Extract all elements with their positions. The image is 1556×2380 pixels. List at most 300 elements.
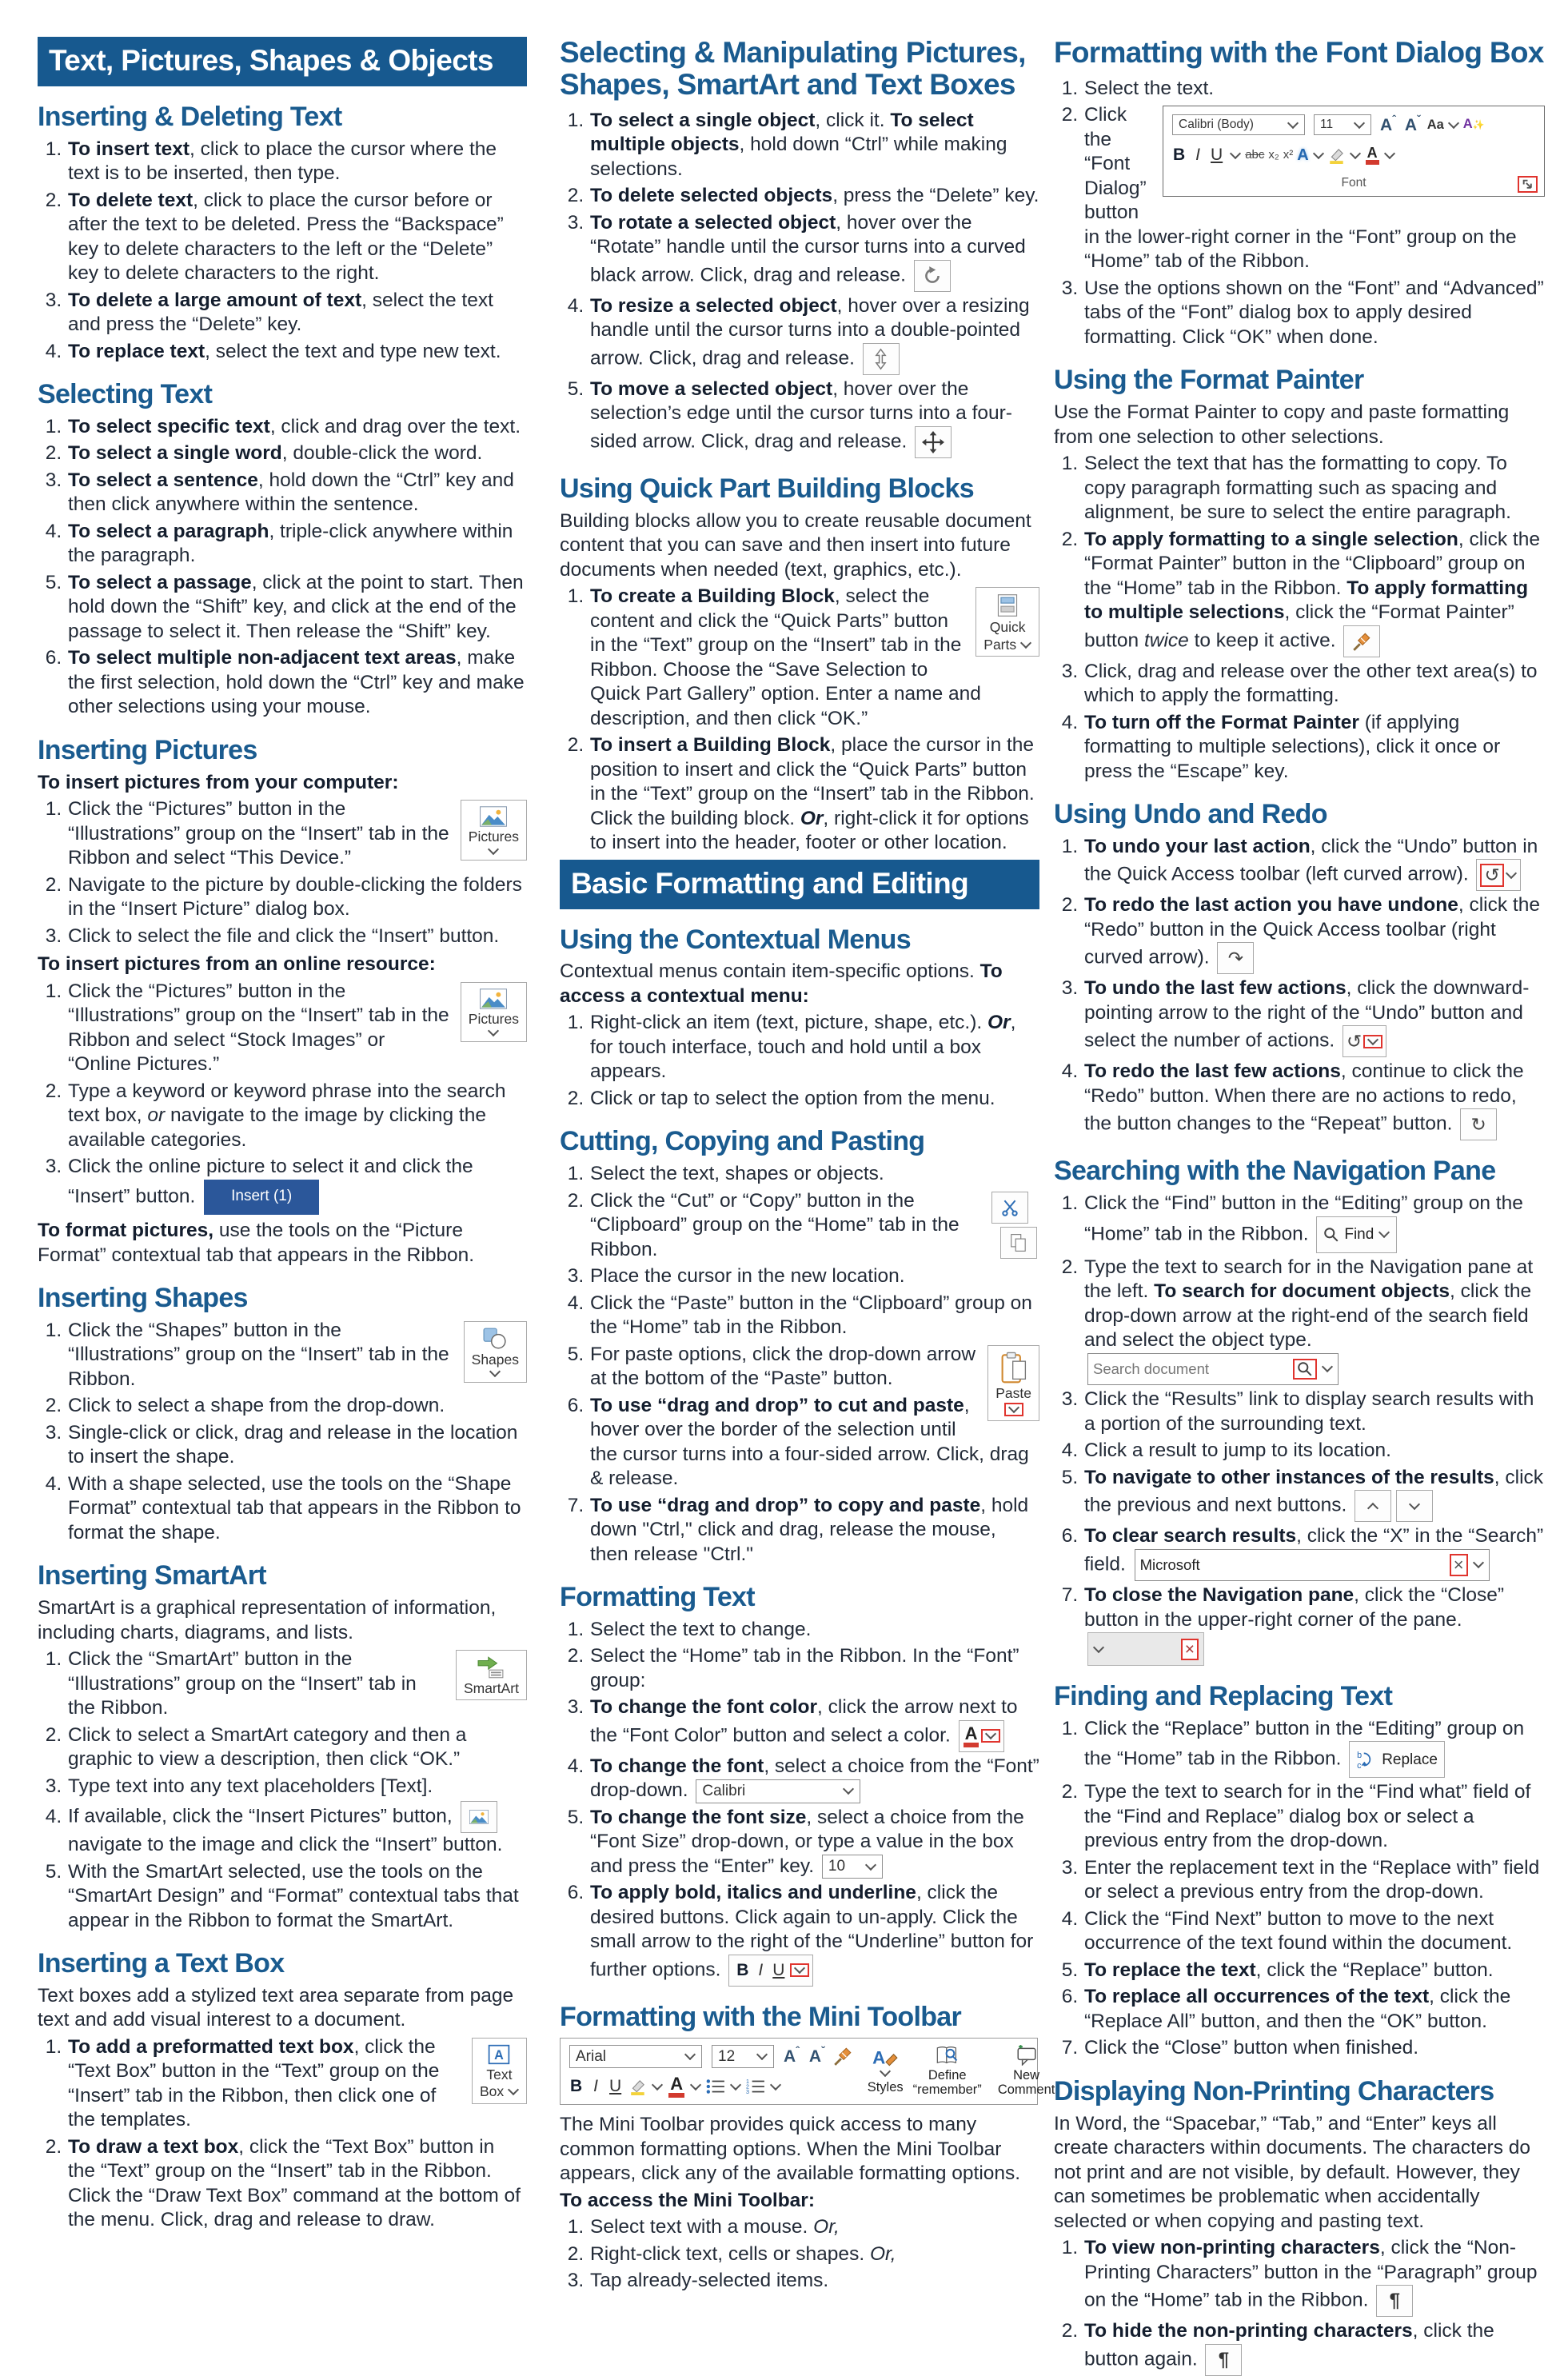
section-heading: Using the Format Painter (1054, 365, 1364, 396)
list-item: 5. To change the font size, select a choice from the “Font Size” drop-down, or type a value in the box and press the “Enter” key. 10 (589, 1806, 1039, 1879)
format-painter-button-icon (1343, 625, 1380, 657)
numbered-list (38, 1319, 527, 1546)
chevron-up-icon (1367, 1503, 1378, 1514)
text-run (752, 2082, 764, 2092)
textbox-glyph-icon (488, 2044, 510, 2065)
text-run: To apply formatting to a single selection (1084, 528, 1458, 550)
text-run: To hide the non-printing characters (1084, 2320, 1413, 2342)
list-item: 3. To delete a large amount of text, select the text and press the “Delete” key. (67, 289, 527, 337)
column-3 (1054, 34, 1545, 2380)
fg-font-size-value: 11 (1320, 118, 1334, 132)
chevron-down-icon (1354, 118, 1365, 129)
chevron-down-icon (690, 2079, 701, 2090)
column-2 (560, 34, 1055, 2298)
fg-underline-icon (1207, 143, 1226, 168)
list-item: 2. To draw a text box, click the “Text Box” button in the “Text” group on the “Insert” tab in the Ribbon. Click the “Draw Text Box” command at the bottom of the menu. Click, drag and release to draw. (67, 2135, 527, 2233)
font-dialog-launcher-icon (1518, 176, 1538, 193)
replace-button-label: Replace (1382, 1751, 1438, 1768)
text-run: U (609, 2077, 622, 2096)
scissors-icon (1001, 1199, 1019, 1216)
numbered-list (560, 1011, 1039, 1111)
chevron-down-icon (1093, 1642, 1104, 1653)
pictures-button-icon (461, 982, 527, 1042)
text-run (930, 449, 937, 453)
list-item: 2. Click to select a shape from the drop-down. (67, 1394, 527, 1419)
list-item: 3. Use the options shown on the “Font” and “Advanced” tabs of the “Font” dialog box to apply desired formatting. Click “OK” when done. (1083, 277, 1545, 350)
numbered-list (1054, 1717, 1545, 2061)
fg-font-size-dropdown (1314, 114, 1371, 135)
text-run (800, 808, 824, 829)
rotate-cursor-icon (914, 260, 951, 292)
list-item: 5. To replace the text, click the “Replace” button. (1083, 1959, 1545, 1983)
highlighted-dropdown (790, 1963, 809, 1977)
text-run: B (736, 1961, 749, 1980)
list-item: 1. Click the “Replace” button in the “Editing” group on the “Home” tab in the Ribbon. b c Replace (1083, 1717, 1545, 1779)
chevron-down-icon (488, 843, 499, 854)
text-run (567, 2045, 853, 2098)
move-arrows-glyph (922, 431, 944, 453)
text-run: To replace the text (1084, 1959, 1256, 1981)
paragraph (38, 771, 527, 796)
numbered-list (560, 585, 1039, 856)
text-run (1330, 161, 1343, 164)
text-run: To insert pictures from an online resource: (38, 953, 436, 976)
text-run: U (1211, 145, 1223, 164)
change-case-icon: Aa (1426, 117, 1444, 132)
copy-button-icon (1000, 1227, 1037, 1259)
list-item: 4. Click a result to jump to its location. (1083, 1439, 1545, 1464)
paragraph: Contextual menus contain item-specific options. To access a contextual menu: (560, 960, 1003, 1007)
cut-copy-buttons-icon (989, 1192, 1039, 1259)
section-heading: Inserting Shapes (38, 1283, 248, 1314)
section-heading: Using Undo and Redo (1054, 799, 1327, 830)
text-run: c (1357, 1761, 1362, 1770)
text-run: Box (480, 2084, 519, 2098)
paragraph (38, 952, 527, 977)
font-color-a-glyph: A (964, 1725, 979, 1747)
dialog-launcher-glyph (1522, 178, 1534, 190)
numbered-list (560, 1618, 1039, 1987)
numbered-list (1054, 1192, 1545, 1666)
list-item: 3. Tap already-selected items. (589, 2269, 1039, 2294)
text-run: I (1195, 145, 1201, 164)
numbered-list (38, 980, 527, 1216)
text-run: To view non-printing characters (1084, 2237, 1380, 2259)
text-run (1004, 1200, 1013, 1211)
chevron-down-icon (1448, 118, 1459, 129)
list-item: 1. To view non-printing characters, click the “Non-Printing Characters” button in the “Paragraph” group on the “Home” tab in the Ribbon. ¶ (1083, 2236, 1545, 2317)
text-run (987, 1012, 1011, 1033)
numbering-icon (746, 2079, 765, 2094)
list-item: 2. Calibri (Body) 11 A ˆ A ˇ Aa A✨ B I U abc x₂ x² A A Font Click the “Font Dialog” button in the lower-right corner in the “Font” group on the “Home” tab of the Ribbon. (1083, 103, 1545, 274)
text-run: To change the font size (590, 1806, 807, 1828)
styles-label: Styles (867, 2080, 904, 2095)
mini-toolbar-graphic (560, 2038, 1055, 2106)
list-item: 1. To undo your last action, click the “Undo” button in the Quick Access toolbar (left curved arrow). ↺ (1083, 835, 1545, 892)
text-run (922, 439, 926, 446)
list-item: 1. Pictures Click the “Pictures” button in the “Illustrations” group on the “Insert” tab in the Ribbon and select “This Device.” (67, 797, 527, 871)
new-comment-label: New Comment (997, 2068, 1055, 2098)
text-run (707, 2085, 710, 2088)
text-run (497, 810, 501, 815)
text-run: Or, (813, 2216, 840, 2238)
text-run: To replace text (68, 340, 205, 362)
list-item: 1. SmartArt Click the “SmartArt” button in the “Illustrations” group on the “Insert” tab in the Ribbon. (67, 1647, 527, 1721)
text-run: To search for document objects (1154, 1280, 1450, 1303)
section-heading: Inserting SmartArt (38, 1560, 266, 1591)
chevron-down-icon (1313, 148, 1324, 159)
search-field-value: Microsoft (1139, 1555, 1200, 1573)
italic-icon (590, 2077, 601, 2096)
text-run (707, 2080, 710, 2094)
section-heading: Finding and Replacing Text (1054, 1681, 1393, 1712)
mt-font-name-value: Arial (576, 2047, 607, 2065)
chevron-down-icon (684, 2049, 696, 2060)
numbered-list (38, 2035, 527, 2233)
text-run (567, 2075, 853, 2098)
text-run: 2 (746, 2083, 750, 2090)
fg-font-color-icon: A (1366, 146, 1379, 165)
insert-button-icon: Insert (1) (204, 1180, 319, 1216)
list-item: 4. To change the font, select a choice from the “Font” drop-down. Calibri (589, 1755, 1039, 1803)
resize-arrow-glyph (875, 348, 887, 370)
text-run (1355, 644, 1361, 650)
text-run: ˇ (821, 2043, 825, 2057)
text-run: To select a single word (68, 442, 282, 465)
numbered-list (560, 2215, 1039, 2294)
numbered-list (38, 415, 527, 720)
chevron-down-icon (1384, 148, 1395, 159)
list-item: 1. To select a single object, click it. To select multiple objects, hold down “Ctrl” while making selections. (589, 109, 1039, 182)
text-run (1359, 633, 1370, 645)
text-run: ˆ (1392, 112, 1396, 126)
replace-glyph-icon (1356, 1750, 1377, 1769)
text-box-button-icon (472, 2038, 527, 2104)
list-item: 2. To delete selected objects, press the “Delete” key. (589, 184, 1039, 209)
text-run: To access a contextual menu: (560, 960, 1003, 1007)
list-item: 3. Click, drag and release over the other text area(s) to which to apply the formatting. (1083, 660, 1545, 709)
text-run (492, 1335, 505, 1348)
format-painter-brush-icon (832, 2046, 853, 2067)
list-item: 7. To close the Navigation pane, click the “Close” button in the upper-right corner of the pane. × (1083, 1583, 1545, 1666)
text-run (1001, 606, 1014, 612)
define-glyph-icon (936, 2045, 960, 2066)
list-item: 6. To select multiple non-adjacent text areas, make the first selection, hold down the “Ctrl” key and make other selections using your mouse. (67, 646, 527, 720)
replace-button-icon (1349, 1741, 1445, 1778)
chevron-down-icon (1322, 1361, 1333, 1372)
chevron-down-icon (756, 2049, 768, 2060)
text-run: To insert text (68, 138, 190, 160)
quick-parts-glyph-icon (995, 593, 1019, 617)
text-run: 1 (746, 2079, 750, 2086)
grow-font-icon: A ˆ (1380, 112, 1396, 134)
list-item: 2. To hide the non-printing characters, click the button again. ¶ (1083, 2319, 1545, 2376)
text-run: ✨ (1472, 119, 1485, 131)
chevron-down-icon (1008, 1402, 1019, 1413)
new-comment-button-icon (996, 2045, 1057, 2098)
list-item: 1. Select the text. (1083, 77, 1545, 102)
list-item: 2. Select the “Home” tab in the Ribbon. In the “Font” group: (589, 1644, 1039, 1693)
section-banner: Basic Formatting and Editing (560, 860, 1039, 909)
text-box-button-label: Text (486, 2066, 513, 2082)
paragraph: To format pictures, use the tools on the “Picture Format” contextual tab that appears in the Ribbon. (38, 1220, 475, 1266)
list-item: 3. Type text into any text placeholders [Text]. (67, 1775, 527, 1799)
text-run: To delete a large amount of text (68, 289, 362, 311)
mt-font-name-dropdown (569, 2045, 702, 2069)
section-heading: Selecting Text (38, 379, 213, 410)
paragraph: Text boxes add a stylized text area separate from page text and add visual interest to a document. (38, 1984, 514, 2031)
chevron-down-icon (489, 1366, 501, 1377)
undo-button-icon (1476, 859, 1520, 891)
numbered-list (38, 797, 527, 948)
text-run (1170, 143, 1538, 168)
text-run: To apply bold, italics and underline (590, 1882, 916, 1904)
text-run: To select a passage (68, 571, 252, 593)
list-item: 7. To use “drag and drop” to copy and paste, hold down "Ctrl," click and drag, release the mouse, then release "Ctrl." (589, 1494, 1039, 1567)
text-run: Or (987, 1012, 1011, 1034)
previous-result-icon (1355, 1490, 1391, 1522)
text-run: A (872, 2047, 886, 2067)
column-1 (38, 34, 527, 2237)
text-run: twice (1143, 629, 1189, 652)
bold-italic-underline-buttons-icon (728, 1955, 813, 1987)
numbering-glyph-icon (746, 2079, 765, 2094)
text-run: To resize a selected object (590, 294, 837, 317)
list-item: 3. Enter the replacement text in the “Replace with” field or select a previous entry from the drop-down. (1083, 1856, 1545, 1905)
chevron-down-icon (1350, 148, 1361, 159)
list-item: 7. Click the “Close” button when finished. (1083, 2036, 1545, 2061)
text-run (1293, 1359, 1317, 1380)
text-run (1333, 1236, 1338, 1241)
list-item: 5. Paste For paste options, click the drop-down arrow at the bottom of the “Paste” button. (589, 1343, 1039, 1392)
text-run: Or (800, 807, 824, 829)
section-heading: Formatting with the Font Dialog Box (1054, 36, 1544, 69)
magnifier-icon (1323, 1227, 1339, 1243)
cut-button-icon (991, 1192, 1028, 1224)
text-run (940, 439, 944, 446)
text-run: To change the font (590, 1755, 764, 1777)
list-item: 1. Select text with a mouse. Or, (589, 2215, 1039, 2240)
smartart-glyph-icon (477, 1656, 505, 1679)
text-run (633, 2081, 644, 2092)
text-run (925, 434, 940, 449)
text-run (1022, 2060, 1027, 2065)
text-run (930, 431, 937, 435)
styles-glyph-icon (872, 2047, 899, 2067)
find-button-icon (1316, 1216, 1397, 1253)
search-field-with-value-icon (1135, 1549, 1490, 1582)
list-item: 6. To use “drag and drop” to cut and paste, hover over the border of the selection until the cursor turns into a four-sided arrow. Click, drag & release. (589, 1394, 1039, 1491)
text-run (1015, 1239, 1025, 1251)
paragraph: SmartArt is a graphical representation of information, including charts, diagrams, and lists. (38, 1597, 497, 1643)
text-run: To delete selected objects (590, 185, 833, 207)
chevron-down-icon (730, 2079, 741, 2090)
next-result-icon (1396, 1490, 1433, 1522)
bold-icon (567, 2077, 585, 2096)
mt-font-size-dropdown (712, 2045, 774, 2069)
mt-font-size-value: 12 (718, 2047, 736, 2065)
repeat-button-icon: ↻ (1460, 1108, 1497, 1140)
text-run: To apply formatting to multiple selections (1084, 577, 1529, 624)
text-run (1299, 1363, 1307, 1372)
close-pane-header-icon (1087, 1632, 1204, 1666)
move-cursor-icon (915, 426, 952, 458)
section-heading: Formatting Text (560, 1582, 755, 1613)
chevron-down-icon (794, 1963, 805, 1974)
close-pane-x-icon: × (1181, 1639, 1199, 1660)
list-item: 3. Click the online picture to select it and click the “Insert” button. Insert (1) (67, 1155, 527, 1215)
numbered-list (1054, 2236, 1545, 2376)
chevron-down-icon (1506, 868, 1517, 879)
text-run (497, 992, 501, 996)
list-item: 1. To select specific text, click and drag over the text. (67, 415, 527, 440)
section-heading: Cutting, Copying and Pasting (560, 1126, 925, 1157)
paragraph (560, 2189, 1039, 2214)
list-item: 2. Navigate to the picture by double-clicking the folders in the “Insert Picture” dialog box. (67, 873, 527, 922)
text-run (1326, 1228, 1335, 1237)
text-run: To insert pictures from your computer: (38, 771, 399, 793)
define-label: Define “remember” (912, 2068, 982, 2098)
picture-glyph-icon (480, 806, 507, 827)
smartart-button-label: 1. SmartArt (463, 1680, 519, 1697)
chevron-down-icon (880, 2066, 891, 2077)
text-run (567, 2045, 853, 2069)
fg-italic-icon (1192, 143, 1203, 168)
text-run: To close the Navigation pane (1084, 1584, 1355, 1607)
bullets-icon (706, 2079, 725, 2094)
text-run (489, 1670, 503, 1678)
numbered-list (560, 1162, 1039, 1567)
quick-parts-button-label: 1. Quick (989, 619, 1026, 636)
font-group-label: Font (1341, 176, 1366, 190)
text-run (1007, 1200, 1015, 1211)
text-run: To use “drag and drop” to copy and paste (590, 1494, 981, 1516)
define-button-icon (912, 2045, 983, 2098)
list-item: 4. If available, click the “Insert Pictures” button, navigate to the image and click the “Insert” button. (67, 1801, 527, 1858)
list-item: 3. To select a sentence, hold down the “Ctrl” key and then click anywhere within the sentence. (67, 469, 527, 517)
font-group-graphic (1163, 106, 1545, 197)
chevron-down-icon (1409, 1499, 1420, 1510)
text-run (712, 2082, 724, 2092)
list-item: 1. Select the text, shapes or objects. (589, 1162, 1039, 1187)
highlighter-glyph-icon (629, 2078, 647, 2095)
chevron-down-icon (1020, 637, 1031, 648)
list-item: 1. Select the text that has the formatting to copy. To copy paragraph formatting such as spacing and alignment, be sure to select the entire paragraph. (1083, 452, 1545, 525)
format-painter-brush-icon (1351, 631, 1372, 652)
text-run: To select a single object (590, 109, 816, 131)
list-item: 4. To resize a selected object, hover over a resizing handle until the cursor turns into a double-pointed arrow. Click, drag and release. (589, 294, 1039, 375)
text-run: To draw a text box (68, 2135, 239, 2158)
clear-formatting-icon: A✨ (1462, 117, 1485, 132)
section-heading: Searching with the Navigation Pane (1054, 1156, 1496, 1187)
chevron-down-icon (1378, 1227, 1390, 1238)
text-run: 1. A (494, 2047, 505, 2063)
chevron-down-icon (1472, 1557, 1483, 1568)
chevron-down-icon (652, 2079, 663, 2090)
list-item: 1. Quick Parts To create a Building Block, select the content and click the “Quick Parts” button in the “Text” group on the “Insert” tab in the Ribbon. Choose the “Save Selection to Quick Part Gallery” option. Enter a name and description, and then click “OK.” (589, 585, 1039, 731)
text-run: To delete text (68, 189, 194, 211)
fg-font-name-value: 2. Calibri (Body) (1179, 118, 1254, 132)
underline-icon (606, 2077, 624, 2096)
chevron-down-icon (770, 2079, 781, 2090)
list-item: 5. With the SmartArt selected, use the tools on the “SmartArt Design” and “Format” contextual tabs that appear in the Ribbon to format the SmartArt. (67, 1860, 527, 1934)
text-run (929, 266, 936, 274)
text-run (1007, 1352, 1015, 1358)
list-item: 1. Pictures Click the “Pictures” button in the “Illustrations” group on the “Insert” tab in the Ribbon and select “Stock Images” or “Online Pictures.” (67, 980, 527, 1077)
picture-glyph-icon (480, 988, 507, 1009)
text-run: To select multiple non-adjacent text areas (68, 647, 457, 669)
list-item: 2. Type a keyword or keyword phrase into the search text box, or navigate to the image by clicking the available categories. (67, 1080, 527, 1153)
text-run (835, 2059, 841, 2066)
text-run (768, 1962, 788, 1979)
text-run (1331, 150, 1343, 161)
text-run: To access the Mini Toolbar: (560, 2189, 816, 2211)
bullets-glyph-icon (706, 2079, 725, 2094)
text-run: Or, (869, 2242, 896, 2265)
text-run: To redo the last action you have undone (1084, 894, 1458, 916)
text-run (479, 1657, 497, 1669)
list-item: 4. To replace text, select the text and type new text. (67, 340, 527, 365)
list-item: 1. Right-click an item (text, picture, shape, etc.). Or, for touch interface, touch and hold until a box appears. (589, 1011, 1039, 1084)
chevron-down-icon (1287, 118, 1299, 129)
text-effects-icon: A (1297, 146, 1309, 164)
search-placeholder: Search document (1093, 1360, 1210, 1377)
text-run: ↺ (1347, 1030, 1362, 1052)
chevron-down-icon (488, 1025, 499, 1036)
text-run: To move a selected object (590, 377, 833, 400)
shapes-glyph-icon (483, 1328, 507, 1350)
pictures-button-label: 1. Pictures (468, 1010, 519, 1027)
text-run: To select multiple objects (590, 109, 974, 156)
subscript-icon: x₂ (1268, 147, 1279, 162)
list-item: 5. To move a selected object, hover over the selection’s edge until the cursor turns into a four-sided arrow. Click, drag and release. (589, 377, 1039, 458)
text-run (1307, 1371, 1311, 1376)
numbered-list (1054, 452, 1545, 784)
list-item: 6. To clear search results, click the “X” in the “Search” field. Microsoft × (1083, 1524, 1545, 1581)
text-run (1362, 1762, 1368, 1766)
paragraph: The Mini Toolbar provides quick access to many common formatting options. When the Mini Toolbar appears, click any of the available formatting options. (560, 2114, 1021, 2185)
text-run (886, 2055, 897, 2066)
list-item: 2. Type the text to search for in the Navigation pane at the left. To search for document objects, click the drop-down arrow at the right-end of the search field and select the object type. Search document (1083, 1256, 1545, 1386)
list-item: 2. Click or tap to select the option from the menu. (589, 1087, 1039, 1112)
section-banner: Text, Pictures, Shapes & Objects (38, 37, 527, 86)
list-item: 5. To select a passage, click at the point to start. Then hold down the “Shift” key, and click at the end of the passage to select it. Then release the “Shift” key. (67, 571, 527, 645)
list-item: 3. Place the cursor in the new location. (589, 1264, 1039, 1289)
numbered-list (38, 1647, 527, 1933)
font-size-value: 10 (828, 1858, 846, 1875)
text-run: I (593, 2077, 599, 2096)
rotate-glyph (922, 266, 943, 286)
text-run: B (570, 2077, 583, 2096)
list-item: 3. To change the font color, click the arrow next to the “Font Color” button and select a color. A (589, 1695, 1039, 1752)
text-run: Parts (983, 637, 1031, 652)
text-run: B (1173, 145, 1186, 164)
chevron-down-icon (1230, 148, 1241, 159)
clipboard-icon (1000, 1352, 1027, 1384)
list-item: 1. Shapes Click the “Shapes” button in the “Illustrations” group on the “Insert” tab in the Ribbon. (67, 1319, 527, 1392)
new-comment-glyph-icon (1015, 2045, 1038, 2066)
grow-font-icon: A ˆ (784, 2043, 800, 2066)
numbered-list (560, 109, 1039, 458)
pictures-button-icon (461, 800, 527, 860)
section-heading: Displaying Non-Printing Characters (1054, 2075, 1494, 2106)
strikethrough-icon: abc (1245, 147, 1265, 162)
section-heading: Inserting a Text Box (38, 1948, 285, 1979)
shapes-button-icon (464, 1321, 527, 1383)
paragraph: Use the Format Painter to copy and paste formatting from one selection to other selections. (1054, 401, 1510, 448)
list-item: 4. With a shape selected, use the tools on the “Shape Format” contextual tab that appears in the Ribbon to format the shape. (67, 1472, 527, 1546)
text-run: To add a preformatted text box (68, 2035, 354, 2058)
